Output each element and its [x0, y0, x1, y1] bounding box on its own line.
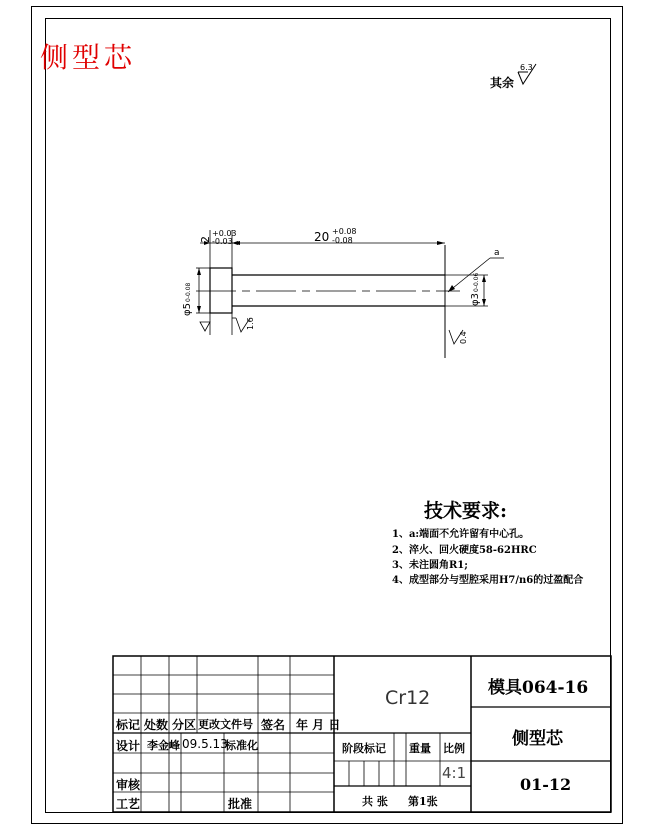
- label-approve: 批准: [228, 797, 253, 811]
- label-count: 处数: [144, 718, 169, 732]
- label-weight: 重量: [409, 742, 431, 755]
- title-block-part-name: 侧型芯: [512, 729, 563, 749]
- material: Cr12: [385, 687, 431, 709]
- label-date: 年 月 日: [296, 718, 341, 732]
- label-process: 工艺: [116, 797, 141, 811]
- design-date: 09.5.13: [182, 737, 228, 751]
- scale-value: 4:1: [442, 764, 467, 782]
- label-change-doc: 更改文件号: [198, 718, 253, 731]
- tech-requirement-item: 4、成型部分与型腔采用H7/n6的过盈配合: [392, 575, 584, 586]
- roughness-1-value: 1.6: [246, 317, 255, 330]
- label-standardize: 标准化: [225, 739, 258, 752]
- note-mark: a: [494, 248, 500, 258]
- dim-pin-value: 20: [314, 230, 330, 244]
- dim-pin-dia-tol: 0-0.06: [473, 272, 480, 292]
- dim-shoulder-value: 2: [199, 236, 212, 243]
- tech-requirement-item: 3、未注圆角R1;: [392, 560, 468, 571]
- roughness-prefix: 其余: [490, 76, 515, 90]
- label-design: 设计: [116, 739, 141, 753]
- tech-requirement-item: 2、淬火、回火硬度58-62HRC: [392, 545, 537, 556]
- designer-name: 李金峰: [147, 739, 180, 752]
- label-sign: 签名: [261, 718, 286, 732]
- drawing-number: 模具064-16: [488, 678, 589, 698]
- label-stage-mark: 阶段标记: [342, 742, 386, 755]
- label-sheet-no: 第1张: [408, 795, 438, 808]
- part-name-header: 侧型芯: [40, 41, 137, 74]
- tech-requirements-heading: 技术要求:: [424, 500, 508, 522]
- roughness-value: 6.3: [520, 63, 533, 72]
- dim-head-dia-tol: 0-0.08: [185, 282, 192, 302]
- label-review: 审核: [116, 778, 141, 792]
- roughness-2-value: 0.4: [459, 331, 468, 344]
- part-code: 01-12: [520, 775, 572, 794]
- label-zone: 分区: [172, 718, 197, 732]
- dim-pin-dia: φ3: [470, 293, 481, 306]
- dim-pin-tol-upper: +0.08: [332, 227, 357, 236]
- label-scale: 比例: [443, 742, 465, 755]
- label-total-sheets: 共 张: [362, 795, 388, 808]
- dim-head-dia: φ5: [182, 303, 193, 316]
- dim-shoulder-tol-lower: -0.03: [212, 237, 233, 246]
- dim-shoulder-tol-upper: +0.03: [212, 229, 237, 238]
- dim-pin-tol-lower: -0.08: [332, 236, 353, 245]
- tech-requirement-item: 1、a:端面不允许留有中心孔。: [392, 529, 530, 540]
- label-mark: 标记: [116, 718, 141, 732]
